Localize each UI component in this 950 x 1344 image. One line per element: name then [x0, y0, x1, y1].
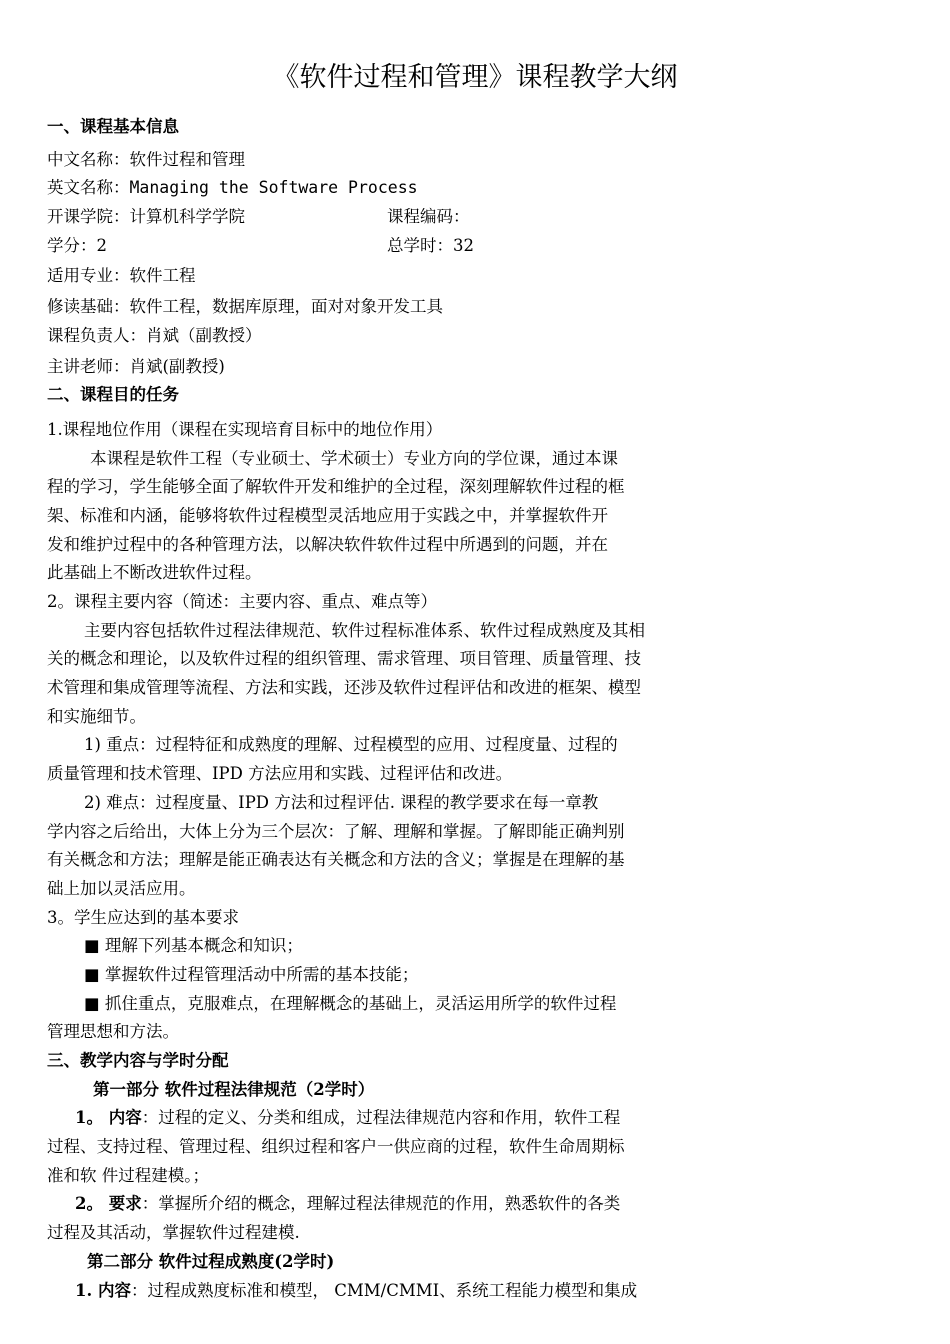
item-label: 1. 内容 — [75, 1280, 131, 1300]
bullet-item — [47, 990, 717, 1019]
part2-content-item — [47, 1277, 717, 1306]
field-prerequisites: 修读基础：软件工程，数据库原理，面对对象开发工具 — [47, 297, 443, 317]
bullet-item — [47, 961, 717, 990]
item-label: 2。 要求 — [75, 1194, 142, 1214]
field-course-code: 课程编码： — [387, 207, 470, 227]
section-heading-basic-info: 一、课程基本信息 — [47, 117, 179, 136]
field-english-name — [47, 174, 717, 203]
paragraph-line: 术管理和集成管理等流程、方法和实践，还涉及软件过程评估和改进的框架、模型 — [47, 678, 641, 698]
section-heading-objectives: 二、课程目的任务 — [47, 385, 179, 405]
paragraph-line: 过程及其活动，掌握软件过程建模. — [47, 1223, 300, 1243]
field-major: 适用专业：软件工程 — [47, 266, 196, 286]
paragraph-line: 关的概念和理论，以及软件过程的组织管理、需求管理、项目管理、质量管理、技 — [47, 649, 641, 669]
subheading-course-role: 1.课程地位作用（课程在实现培育目标中的地位作用） — [47, 419, 443, 439]
field-course-leader: 课程负责人：肖斌（副教授） — [47, 325, 262, 345]
difficulty-line: 础上加以灵活应用。 — [47, 878, 196, 898]
row-credits-hours — [47, 232, 717, 261]
field-lecturer: 主讲老师：肖斌(副教授) — [47, 356, 225, 376]
item-text: ：过程的定义、分类和组成，过程法律规范内容和作用，软件工程 — [141, 1108, 621, 1128]
square-bullet-icon: ■ — [84, 964, 100, 984]
part1-requirement-item — [47, 1190, 717, 1219]
paragraph-line: 发和维护过程中的各种管理方法，以解决软件软件过程中所遇到的问题，并在 — [47, 534, 608, 554]
part1-content-item — [47, 1104, 717, 1133]
bullet-text: 理解下列基本概念和知识； — [104, 936, 303, 956]
row-college-code — [47, 203, 717, 232]
subheading-main-content: 2。课程主要内容（简述：主要内容、重点、难点等） — [47, 592, 437, 611]
paragraph-line: 过程、支持过程、管理过程、组织过程和客户一供应商的过程，软件生命周期标 — [47, 1137, 625, 1157]
key-points-line: 1) 重点：过程特征和成熟度的理解、过程模型的应用、过程度量、过程的 — [84, 735, 618, 755]
paragraph-line: 准和软 件过程建模。； — [47, 1165, 209, 1185]
part-title-1: 第一部分 软件过程法律规范（2学时） — [93, 1079, 375, 1099]
field-english-name-value: Managing the Software Process — [129, 178, 418, 198]
difficulty-line: 学内容之后给出，大体上分为三个层次：了解、理解和掌握。了解即能正确判别 — [47, 821, 625, 841]
paragraph-line: 主要内容包括软件过程法律规范、软件过程标准体系、软件过程成熟度及其相 — [84, 620, 645, 640]
item-label: 1。 内容 — [75, 1108, 142, 1128]
field-chinese-name: 中文名称：软件过程和管理 — [47, 149, 245, 169]
page-title: 《软件过程和管理》课程教学大纲 — [272, 62, 678, 93]
paragraph-line: 和实施细节。 — [47, 706, 146, 726]
paragraph-line: 程的学习，学生能够全面了解软件开发和维护的全过程，深刻理解软件过程的框 — [47, 477, 625, 497]
paragraph-line: 架、标准和内涵，能够将软件过程模型灵活地应用于实践之中，并掌握软件开 — [47, 505, 608, 525]
difficulty-line: 2) 难点：过程度量、IPD 方法和过程评估. 课程的教学要求在每一章教 — [84, 792, 599, 812]
section-heading-teaching-content: 三、教学内容与学时分配 — [47, 1051, 229, 1070]
bullet-item — [47, 932, 717, 961]
field-credits: 学分：2 — [47, 235, 107, 255]
document-body — [47, 113, 717, 1305]
part-title-2: 第二部分 软件过程成熟度(2学时) — [87, 1251, 335, 1271]
difficulty-line: 有关概念和方法；理解是能正确表达有关概念和方法的含义；掌握是在理解的基 — [47, 850, 625, 870]
paragraph-line: 此基础上不断改进软件过程。 — [47, 563, 262, 583]
field-college: 开课学院：计算机科学学院 — [47, 207, 245, 227]
item-text: ：过程成熟度标准和模型， CMM/CMMI、系统工程能力模型和集成 — [130, 1280, 638, 1300]
bullet-text: 掌握软件过程管理活动中所需的基本技能； — [104, 964, 419, 984]
paragraph-line: 本课程是软件工程（专业硕士、学术硕士）专业方向的学位课，通过本课 — [90, 448, 618, 468]
field-total-hours: 总学时：32 — [387, 235, 474, 255]
square-bullet-icon: ■ — [84, 993, 100, 1013]
bullet-text: 抓住重点，克服难点，在理解概念的基础上，灵活运用所学的软件过程 — [104, 993, 617, 1013]
key-points-line: 质量管理和技术管理、IPD 方法应用和实践、过程评估和改进。 — [47, 764, 513, 784]
field-english-name-label: 英文名称： — [47, 178, 130, 198]
square-bullet-icon: ■ — [84, 936, 100, 956]
bullet-continuation: 管理思想和方法。 — [47, 1022, 179, 1042]
item-text: ：掌握所介绍的概念，理解过程法律规范的作用，熟悉软件的各类 — [141, 1194, 621, 1214]
subheading-requirements: 3。学生应达到的基本要求 — [47, 907, 239, 927]
